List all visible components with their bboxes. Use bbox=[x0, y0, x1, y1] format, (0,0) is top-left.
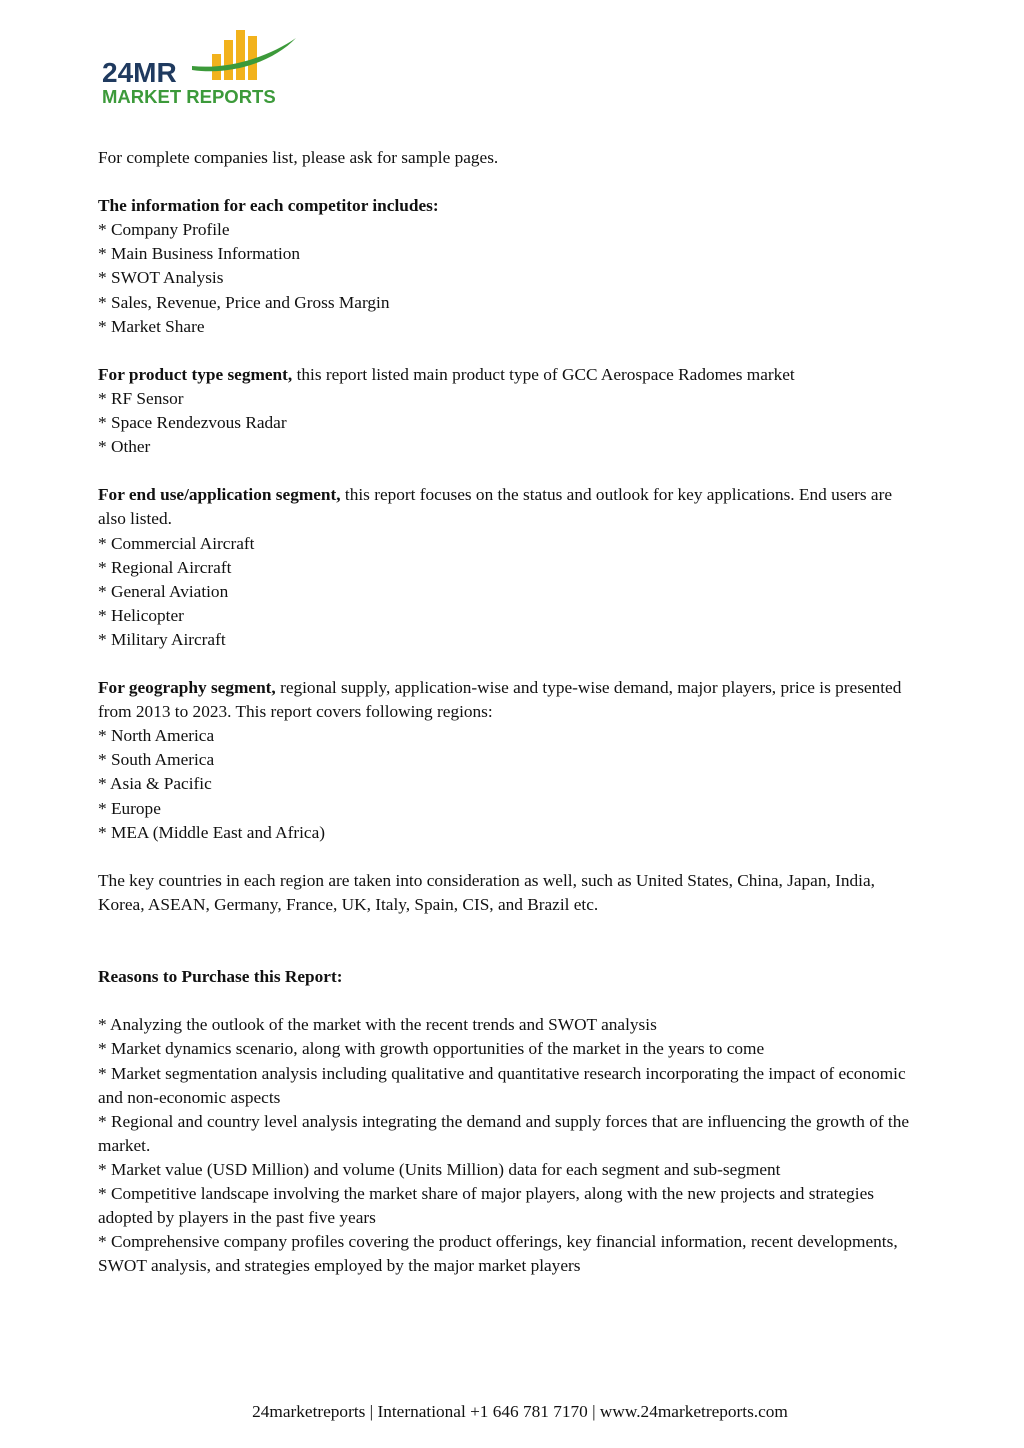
list-item: * Regional Aircraft bbox=[98, 557, 232, 577]
logo-graphic bbox=[100, 26, 310, 110]
product-type-heading: For product type segment, bbox=[98, 364, 293, 384]
list-item: * Market value (USD Million) and volume (Units Million) data for each segment and sub-segment bbox=[98, 1159, 781, 1179]
list-item: * Market dynamics scenario, along with growth opportunities of the market in the years to come bbox=[98, 1039, 765, 1059]
list-item: * RF Sensor bbox=[98, 388, 184, 408]
list-item: * Space Rendezvous Radar bbox=[98, 413, 287, 433]
list-item: * SWOT Analysis bbox=[98, 268, 224, 288]
list-item: * Market Share bbox=[98, 316, 205, 336]
list-item: * Regional and country level analysis integrating the demand and supply forces that are influencing the growth of the market. bbox=[98, 1111, 910, 1155]
list-item: * Helicopter bbox=[98, 605, 184, 625]
end-use-text: this report focuses on the status and outlook for key applications. End users are also listed. bbox=[98, 485, 893, 529]
intro-text: For complete companies list, please ask for sample pages. bbox=[98, 148, 499, 167]
end-use-paragraph bbox=[98, 483, 918, 531]
list-item: * Sales, Revenue, Price and Gross Margin bbox=[98, 292, 390, 312]
logo-line-2: MARKET REPORTS bbox=[102, 86, 276, 107]
reasons-heading: Reasons to Purchase this Report: bbox=[98, 967, 343, 987]
list-item: * Europe bbox=[98, 798, 161, 818]
product-type-paragraph bbox=[98, 363, 918, 387]
report-body bbox=[98, 146, 918, 1278]
product-type-text: this report listed main product type of GCC Aerospace Radomes market bbox=[292, 364, 795, 384]
list-item: * Competitive landscape involving the market share of major players, along with the new projects and strategies adopted by players in the past five years bbox=[98, 1184, 874, 1228]
list-item: * South America bbox=[98, 750, 215, 770]
competitor-heading: The information for each competitor includes: bbox=[98, 196, 439, 216]
page-footer: 24marketreports | International +1 646 781 7170 | www.24marketreports.com bbox=[252, 1402, 788, 1421]
logo-bar-3 bbox=[236, 30, 245, 80]
list-item: * Comprehensive company profiles covering the product offerings, key financial information, recent developments, SWOT analysis, and strategies employed by the major market players bbox=[98, 1232, 898, 1276]
geography-heading: For geography segment, bbox=[98, 678, 276, 698]
list-item: * Commercial Aircraft bbox=[98, 533, 255, 553]
company-logo bbox=[100, 26, 310, 110]
countries-paragraph: The key countries in each region are taken into consideration as well, such as United States, China, Japan, India, Korea, ASEAN, Germany, France, UK, Italy, Spain, CIS, and Brazil etc. bbox=[98, 870, 875, 914]
list-item: * MEA (Middle East and Africa) bbox=[98, 822, 326, 842]
logo-line-1: 24MR bbox=[102, 57, 177, 88]
list-item: * Analyzing the outlook of the market with the recent trends and SWOT analysis bbox=[98, 1015, 657, 1035]
geography-paragraph bbox=[98, 676, 918, 724]
list-item: * Asia & Pacific bbox=[98, 774, 212, 794]
list-item: * North America bbox=[98, 726, 215, 746]
list-item: * Other bbox=[98, 437, 151, 457]
list-item: * Main Business Information bbox=[98, 244, 301, 264]
end-use-heading: For end use/application segment, bbox=[98, 485, 341, 505]
list-item: * Company Profile bbox=[98, 220, 230, 240]
list-item: * Military Aircraft bbox=[98, 629, 226, 649]
list-item: * Market segmentation analysis including qualitative and quantitative research incorporating the impact of economic and non-economic aspects bbox=[98, 1063, 906, 1107]
geography-text: regional supply, application-wise and type-wise demand, major players, price is presented from 2013 to 2023. This report covers following regions: bbox=[98, 678, 902, 722]
logo-bar-2 bbox=[224, 40, 233, 80]
list-item: * General Aviation bbox=[98, 581, 229, 601]
